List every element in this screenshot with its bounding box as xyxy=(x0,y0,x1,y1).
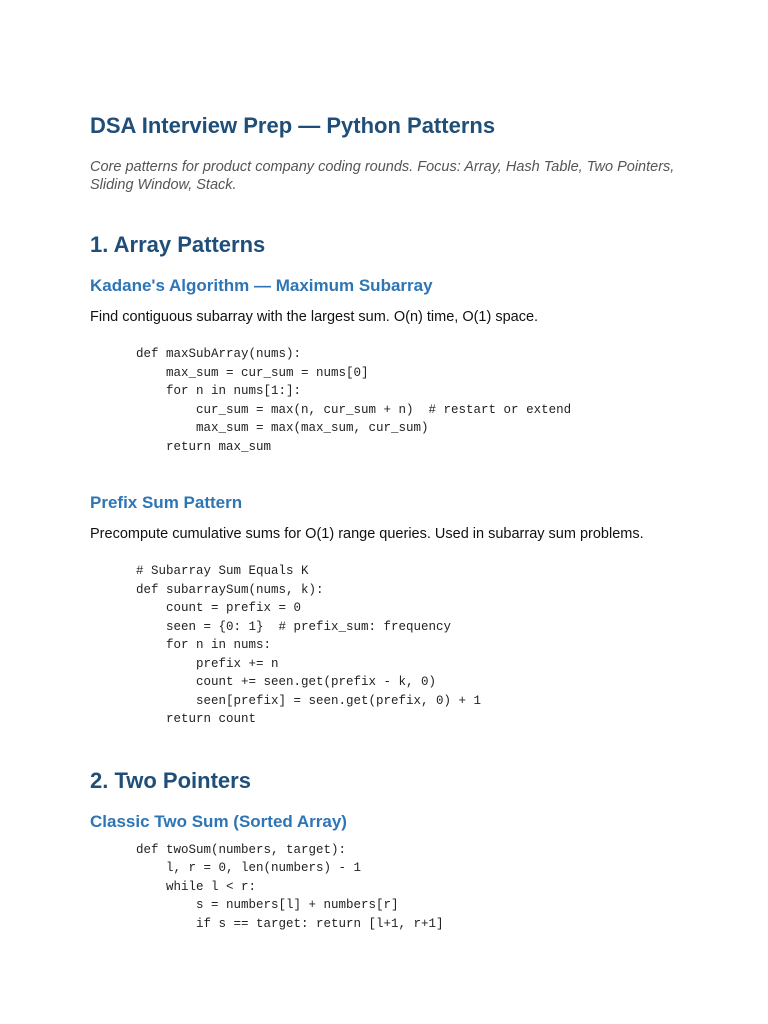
subsection-heading-kadane: Kadane's Algorithm — Maximum Subarray xyxy=(90,276,433,295)
code-line: count += seen.get(prefix - k, 0) xyxy=(136,675,437,689)
code-line: max_sum = max(max_sum, cur_sum) xyxy=(136,421,429,435)
code-line: if s == target: return [l+1, r+1] xyxy=(136,916,444,931)
subsection-heading-prefix-sum: Prefix Sum Pattern xyxy=(90,493,243,512)
code-line: def twoSum(numbers, target): xyxy=(136,842,347,857)
code-line: count = prefix = 0 xyxy=(136,601,302,615)
code-line: prefix += n xyxy=(136,656,279,671)
code-line: s = numbers[l] + numbers[r] xyxy=(136,898,399,912)
code-line: def subarraySum(nums, k): xyxy=(136,582,324,597)
kadane-description: Find contiguous subarray with the largest sum. O(n) time, O(1) space. xyxy=(90,309,539,325)
prefix-sum-description: Precompute cumulative sums for O(1) range queries. Used in subarray sum problems. xyxy=(90,526,644,542)
code-line: return count xyxy=(136,712,257,726)
kadane-code-block xyxy=(90,345,690,456)
code-line: l, r = 0, len(numbers) - 1 xyxy=(136,861,362,875)
subsection-heading-two-sum: Classic Two Sum (Sorted Array) xyxy=(90,811,347,831)
two-sum-code-block xyxy=(90,841,690,934)
code-line: seen[prefix] = seen.get(prefix, 0) + 1 xyxy=(136,693,482,708)
prefix-sum-code-block xyxy=(90,562,690,729)
section-heading-array-patterns: 1. Array Patterns xyxy=(90,232,266,257)
document-title: DSA Interview Prep — Python Patterns xyxy=(90,113,496,138)
code-line: seen = {0: 1} # prefix_sum: frequency xyxy=(136,619,452,634)
code-line: for n in nums[1:]: xyxy=(136,384,302,398)
code-line: # Subarray Sum Equals K xyxy=(136,564,309,578)
section-heading-two-pointers: 2. Two Pointers xyxy=(90,767,251,793)
code-line: def maxSubArray(nums): xyxy=(136,347,302,361)
document-page xyxy=(90,112,690,933)
document-subtitle: Core patterns for product company coding rounds. Focus: Array, Hash Table, Two Pointers, Sliding Window, Stack. xyxy=(90,159,675,193)
code-line: return max_sum xyxy=(136,439,272,454)
code-line: cur_sum = max(n, cur_sum + n) # restart or extend xyxy=(136,402,572,417)
code-line: max_sum = cur_sum = nums[0] xyxy=(136,365,369,380)
code-line: for n in nums: xyxy=(136,638,272,652)
code-line: while l < r: xyxy=(136,879,257,894)
